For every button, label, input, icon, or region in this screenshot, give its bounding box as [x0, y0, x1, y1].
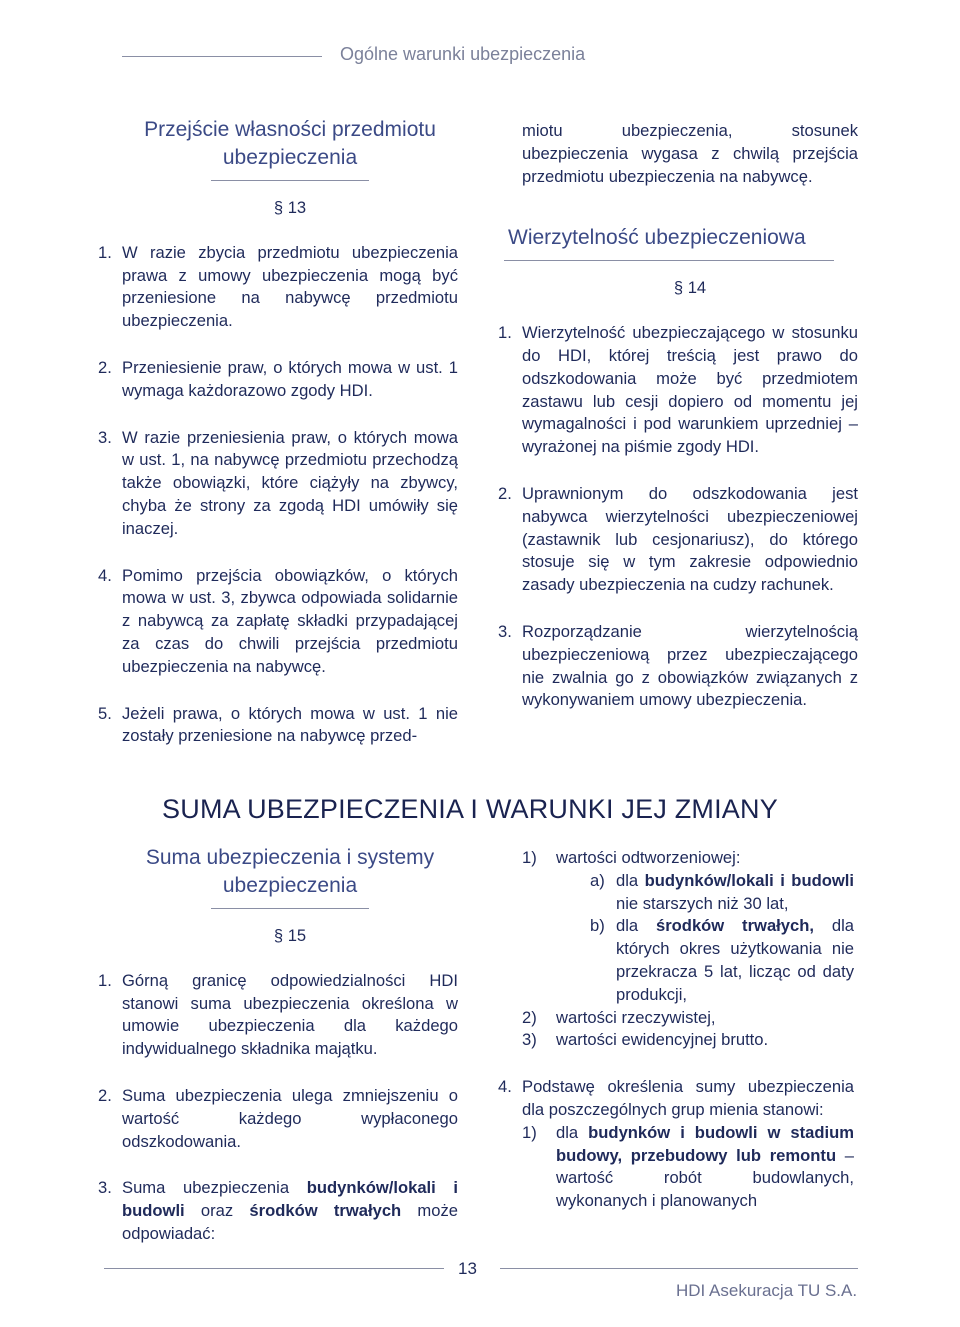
section-15-continued — [498, 847, 855, 1213]
sub-item: 1) wartości odtworzeniowej: — [522, 848, 741, 867]
section-title-rule — [211, 908, 369, 909]
section-title-rule — [211, 180, 369, 181]
section-13 — [98, 116, 458, 748]
sub-item: 1) dla budynków i budowli w stadium budowy, przebudowy lub remontu – wartość robót budowlanych, wykonanych i planowanych — [522, 1122, 855, 1211]
paragraph-number: § 15 — [273, 926, 307, 945]
list-item: 1. Wierzytelność ubezpieczającego w stosunku do HDI, której treścią jest prawo do odszkodowania może być przedmiotem zastawu lub cesji dopiero od momentu jej wymagalności i pod warunkiem uprzedniej – wyrażonej na piśmie zgody HDI. — [498, 323, 858, 457]
list-item: 1. W razie zbycia przedmiotu ubezpieczenia prawa z umowy ubezpieczenia mogą być przeniesione na nabywcę przedmiotu ubezpieczenia. — [98, 242, 458, 331]
footer-company: HDI Asekuracja TU S.A. — [676, 1281, 858, 1300]
list-item: 3. Rozporządzanie wierzytelnością ubezpieczeniową przez ubezpieczającego nie zwalnia go z obowiązków związanych z wykonywaniem umowy ubezpieczenia. — [498, 621, 858, 710]
section-14-title: Wierzytelność ubezpieczeniowa — [508, 226, 806, 250]
list-item: 2. Uprawnionym do odszkodowania jest nabywca wierzytelności ubezpieczeniowej (zastawnik lub cesjonariusz), do którego stosuje się w tym zakresie odpowiednio zasady ubezpieczenia na cudzy rachunek. — [498, 483, 858, 595]
list-item: 2. Suma ubezpieczenia ulega zmniejszeniu o wartość każdego wypłaconego odszkodowania. — [98, 1085, 458, 1151]
footer-rule-right — [500, 1268, 858, 1269]
section-15 — [98, 844, 458, 1246]
chapter-title: SUMA UBEZPIECZENIA I WARUNKI JEJ ZMIANY — [162, 794, 778, 824]
list-item: 4. Pomimo przejścia obowiązków, o których mowa w ust. 3, zbywca odpowiada solidarnie z nabywcą za zapłatę składki przypadającej za czas do chwili przejścia przedmiotu ubezpieczenia na nabywcę. — [98, 565, 458, 676]
page-number: 13 — [458, 1259, 477, 1278]
section-14 — [498, 120, 858, 712]
list-item: 2. Przeniesienie praw, o których mowa w ust. 1 wymaga każdorazowo zgody HDI. — [98, 357, 458, 400]
header-rule-left — [122, 56, 322, 57]
section-title-rule — [504, 260, 834, 261]
sub-sub-item: a) dla budynków/lokali i budowli nie starszych niż 30 lat, — [590, 870, 854, 913]
continuation-text: miotu ubezpieczenia, stosunek ubezpieczenia wygasa z chwilą przejścia przedmiotu ubezpieczenia na nabywcę. — [522, 121, 858, 186]
section-15-title: Suma ubezpieczenia i systemy ubezpieczenia — [145, 846, 435, 897]
list-item: 4. Podstawę określenia sumy ubezpieczenia dla poszczególnych grup mienia stanowi: — [498, 1077, 854, 1119]
sub-item: 2) wartości rzeczywistej, — [522, 1007, 716, 1027]
list-item: 5. Jeżeli prawa, o których mowa w ust. 1 nie zostały przeniesione na nabywcę przed- — [98, 703, 458, 746]
list-item: 3. Suma ubezpieczenia budynków/lokali i budowli oraz środków trwałych może odpowiadać: — [98, 1178, 458, 1243]
paragraph-number: § 13 — [273, 198, 307, 217]
sub-item: 3) wartości ewidencyjnej brutto. — [522, 1030, 769, 1050]
section-13-title: Przejście własności przedmiotu ubezpieczenia — [144, 118, 436, 169]
list-item: 3. W razie przeniesienia praw, o których mowa w ust. 1, na nabywcę przedmiotu przechodzą także obowiązki, które ciążyły na zbywcy, chyba że strony za zgodą HDI umówiły się inaczej. — [98, 427, 458, 538]
list-item: 1. Górną granicę odpowiedzialności HDI stanowi suma ubezpieczenia określona w umowie ubezpieczenia dla każdego indywidualnego składnika majątku. — [98, 970, 458, 1059]
paragraph-number: § 14 — [673, 278, 707, 298]
running-header: Ogólne warunki ubezpieczenia — [340, 44, 586, 64]
sub-sub-item: b) dla środków trwałych, dla których okres użytkowania nie przekracza 5 lat, licząc od daty produkcji, — [590, 916, 854, 1004]
footer-rule-left — [104, 1268, 444, 1269]
